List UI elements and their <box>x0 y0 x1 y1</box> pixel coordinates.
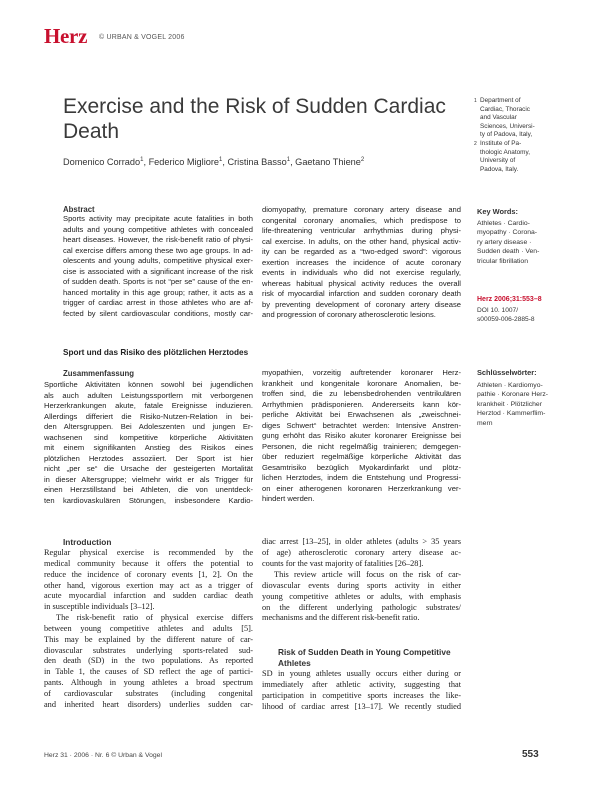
author-affiliation-mark: 1 <box>286 157 291 163</box>
author-list <box>63 157 463 167</box>
text-line: This may be explained by the different nature of car- <box>44 634 253 644</box>
schluesselwoerter-heading: Schlüsselwörter: <box>477 368 537 377</box>
text-line: Regular physical exercise is recommended by the <box>44 548 253 557</box>
author-separator: , <box>290 157 296 168</box>
text-line: by preventing development of coronary artery disease <box>262 299 461 309</box>
author-name: Domenico Corrado <box>63 157 141 168</box>
text-line: mechanisms and the different risk-benefit ratio. <box>262 613 420 623</box>
text-line: mern <box>477 419 493 427</box>
text-line: congenital coronary anomalies, which predispose to <box>262 215 461 225</box>
introduction-paragraph-2 <box>44 613 253 711</box>
text-line: Herzerkrankungen akute, fatale Ereignisse induzieren. <box>44 401 253 410</box>
text-line: Sports activity may precipitate acute fatalities in both <box>63 214 253 223</box>
text-line: counts for the vast majority of fatalities [26–28]. <box>262 558 424 568</box>
text-line: ry artery disease · <box>477 238 532 246</box>
affiliation-text <box>480 97 535 140</box>
keywords-list <box>477 219 551 266</box>
text-line: diomyopathy, premature coronary artery disease and <box>262 205 461 214</box>
author-name: Federico Migliore <box>148 157 220 168</box>
text-line: Institute of Pa- <box>480 139 522 147</box>
text-line: participation in competitive sports increases the like- <box>262 690 461 700</box>
text-line: of sudden death. Sports is not “per se” cause of the en- <box>63 277 253 286</box>
text-line: and inherited heart disorders) underlies sudden car- <box>44 699 253 709</box>
text-line: myopathy · Corona- <box>477 229 538 237</box>
text-line: Personen, die nicht regelmäßig trainieren; demgegen- <box>262 441 461 451</box>
text-line: ten kardiovaskulären Störungen, insbesondere Kardio- <box>44 495 253 505</box>
text-line: krankheit und kongenitale koronare Anomalien, be- <box>262 378 461 388</box>
text-line: Athleten · Kardiomyo- <box>477 382 543 389</box>
text-line: University of <box>480 157 516 165</box>
text-line: immediately after athletic activity, suggesting that <box>262 679 461 689</box>
zusammenfassung-heading: Zusammenfassung <box>63 369 135 378</box>
abstract-heading: Abstract <box>63 205 95 214</box>
affiliation-text <box>480 140 530 174</box>
risk-section-paragraph <box>262 669 461 712</box>
text-line: thologic Anatomy, <box>480 148 530 156</box>
author-affiliation-mark: 1 <box>219 157 223 163</box>
text-line: plötzlichen Herztodes assoziiert. Der Sport ist hier <box>44 453 253 463</box>
text-line: exertion increases the incidence of acute coronary <box>262 257 461 267</box>
text-line: adults and young competitive athletes with concealed <box>63 224 253 234</box>
text-line: medical community because it offers the potential to <box>44 558 253 568</box>
risk-section-heading <box>278 647 468 668</box>
text-line: pants. Although in young athletes a broad spectrum <box>44 678 253 688</box>
journal-logo: Herz <box>44 24 88 48</box>
abstract-column-1 <box>63 214 253 319</box>
text-line: DOI 10. 1007/ <box>477 307 519 314</box>
text-line: hindert werden. <box>262 494 315 503</box>
author-separator: , <box>143 157 149 168</box>
text-line: other hand, vigorous exertion may act as a trigger of <box>44 580 253 590</box>
text-line: tricular fibrillation <box>477 257 528 265</box>
author-name: Gaetano Thiene <box>295 157 361 168</box>
text-line: Sudden death · Ven- <box>477 248 540 256</box>
text-line: on einer atherogenen koronaren Herzerkrankung ver- <box>262 483 461 493</box>
affiliation-number: 2 <box>474 140 477 147</box>
german-title: Sport und das Risiko des plötzlichen Herztodes <box>63 348 249 357</box>
text-line: gung erhöht das Risiko akuter koronarer Ereignisse bei <box>262 431 461 440</box>
text-line: Risk of Sudden Death in Young Competitive <box>278 647 451 657</box>
text-line: lihood of cardiac arrest [13–17]. We recently studied <box>262 701 461 711</box>
text-line: diovascular substrates underlying sports-related sud- <box>44 645 253 655</box>
text-line: and progression of coronary atherosclerotic lesions. <box>262 310 436 319</box>
text-line: diges Schwert“ betrachtet werden: Intensive Anstren- <box>262 420 461 430</box>
text-line: heart diseases. However, the risk-benefit ratio of physi- <box>63 235 253 244</box>
text-line: cise is associated with a significant increase of the risk <box>63 266 253 276</box>
text-line: über reduziert regelmäßige körperliche Aktivität das <box>262 452 461 461</box>
author-separator: , <box>222 157 228 168</box>
text-line: olescents and young adults, competitive physical exer- <box>63 256 253 265</box>
text-line: events in individuals who did not exercise regularly, <box>262 268 461 277</box>
text-line: Sciences, Universi- <box>480 122 535 130</box>
text-line: in susceptible individuals [3–12]. <box>44 602 155 612</box>
text-line: acute myocardial infarction and sudden cardiac death <box>44 591 253 601</box>
text-line: ty of Padova, Italy, <box>480 131 533 139</box>
journal-copyright: © URBAN & VOGEL 2006 <box>99 34 185 41</box>
author-affiliation-mark: 1 <box>140 157 144 163</box>
text-line: Athletes <box>278 657 311 668</box>
text-line: den death (SD) in the two populations. As reported <box>44 656 253 666</box>
text-line: mit einem signifikanten Anstieg des Risikos eines <box>44 443 253 452</box>
text-line: and Vascular <box>480 114 517 122</box>
text-line: This review article will focus on the risk of car- <box>274 570 461 579</box>
text-line: SD in young athletes usually occurs either during or <box>262 669 461 678</box>
page-number: 553 <box>522 749 539 760</box>
introduction-paragraph-4 <box>262 570 461 624</box>
text-line: Herztod · Kammerflim- <box>477 410 546 418</box>
text-line: The risk-benefit ratio of physical exercise differs <box>56 613 253 622</box>
text-line: lichen Herztodes, indem die Entstehung und Progressi- <box>262 473 461 482</box>
introduction-paragraph-1 <box>44 548 253 613</box>
introduction-paragraph-3 <box>262 537 461 570</box>
text-line: diovascular events during sports activity in either <box>262 580 461 590</box>
doi <box>477 306 557 325</box>
author-affiliation-mark: 2 <box>360 157 365 163</box>
keywords-heading: Key Words: <box>477 207 518 216</box>
text-line: als auch adulten Leistungssportlern mit verborgenen <box>44 390 253 400</box>
text-line: trigger of cardiac arrest in those athletes who are af- <box>63 298 253 307</box>
text-line: Cardiac, Thoracic <box>480 105 530 113</box>
text-line: fected by silent cardiovascular conditions, mostly car- <box>63 308 253 318</box>
introduction-heading: Introduction <box>63 537 112 547</box>
author-name: Cristina Basso <box>227 157 287 168</box>
text-line: myopathien, vorzeitig auftretender koronarer Herz- <box>262 368 461 377</box>
zusammenfassung-column-2 <box>262 368 461 505</box>
text-line: of age) atherosclerotic coronary artery disease ac- <box>262 547 461 557</box>
text-line: einen Herzstillstand bei Athleten, die von unentdeck- <box>44 485 253 494</box>
text-line: reduce the incidence of coronary events [1, 2]. On the <box>44 569 253 579</box>
text-line: Sportliche Aktivitäten können sowohl bei jugendlichen <box>44 380 253 389</box>
text-line: pathie · Koronare Herz- <box>477 391 549 399</box>
affiliations <box>474 97 552 174</box>
footer-citation: Herz 31 · 2006 · Nr. 6 © Urban & Vogel <box>44 752 162 759</box>
text-line: troffen sind, die zu lebensbedrohenden ventrikulären <box>262 389 461 398</box>
citation: Herz 2006;31:553–8 <box>477 296 542 303</box>
text-line: young competitive athletes or adults, with emphasis <box>262 591 461 601</box>
text-line: hanced mortality in this age group; rather, it acts as a <box>63 287 253 297</box>
text-line: life-threatening ventricular arrhythmias during physi- <box>262 226 461 235</box>
abstract-column-2 <box>262 205 461 321</box>
text-line: den Altersgruppen. Bei Adoleszenten und jungen Er- <box>44 422 253 431</box>
text-line: in Table 1, the causes of SD reflect the age of partici- <box>44 667 253 677</box>
text-line: on the different underlying pathologic substrates/ <box>262 602 461 612</box>
text-line: risk of myocardial infarction and sudden coronary death <box>262 289 461 298</box>
text-line: of cardiovascular substrates (including congenital <box>44 688 253 698</box>
text-line: nicht „per se“ die Ursache der gesteigerten Mortalität <box>44 464 253 473</box>
affiliation <box>474 97 552 140</box>
text-line: Padova, Italy. <box>480 165 519 173</box>
schluesselwoerter-list <box>477 381 551 428</box>
text-line: ity can be regarded as a “two-edged sword”: vigorous <box>262 247 461 256</box>
text-line: Athletes · Cardio- <box>477 220 530 227</box>
text-line: diac arrest [13–25], in older athletes (adults > 35 years <box>262 537 461 546</box>
text-line: Arrhythmien prädisponieren. Andererseits kann kör- <box>262 399 461 409</box>
affiliation-number: 1 <box>474 98 477 104</box>
article-title: Exercise and the Risk of Sudden Cardiac Death <box>63 95 446 143</box>
text-line: Gesamtrisiko bezüglich Myokardinfarkt und plötz- <box>262 462 461 472</box>
text-line: in dieser Altersgruppe; vielmehr wirkt er als Trigger für <box>44 474 253 484</box>
text-line: Department of <box>480 97 521 104</box>
affiliation <box>474 140 552 174</box>
zusammenfassung-column-1 <box>44 380 253 506</box>
text-line: whereas habitual physical activity reduces the overall <box>262 278 461 288</box>
text-line: cal exercise. In adults, on the other hand, physical activ- <box>262 236 461 246</box>
text-line: s00059-006-2885-8 <box>477 316 535 324</box>
text-line: Allerdings differiert die Risiko-Nutzen-Relation in bei- <box>44 411 253 421</box>
text-line: krankheit · Plötzlicher <box>477 400 542 408</box>
text-line: cal exercise differs among these two age groups. In ad- <box>63 245 253 255</box>
text-line: wachsenen sind kompetitive körperliche Aktivitäten <box>44 432 253 442</box>
text-line: between young competitive athletes and adults [5]. <box>44 623 253 633</box>
text-line: perliche Aktivität bei Erwachsenen als „zweischnei- <box>262 410 461 419</box>
